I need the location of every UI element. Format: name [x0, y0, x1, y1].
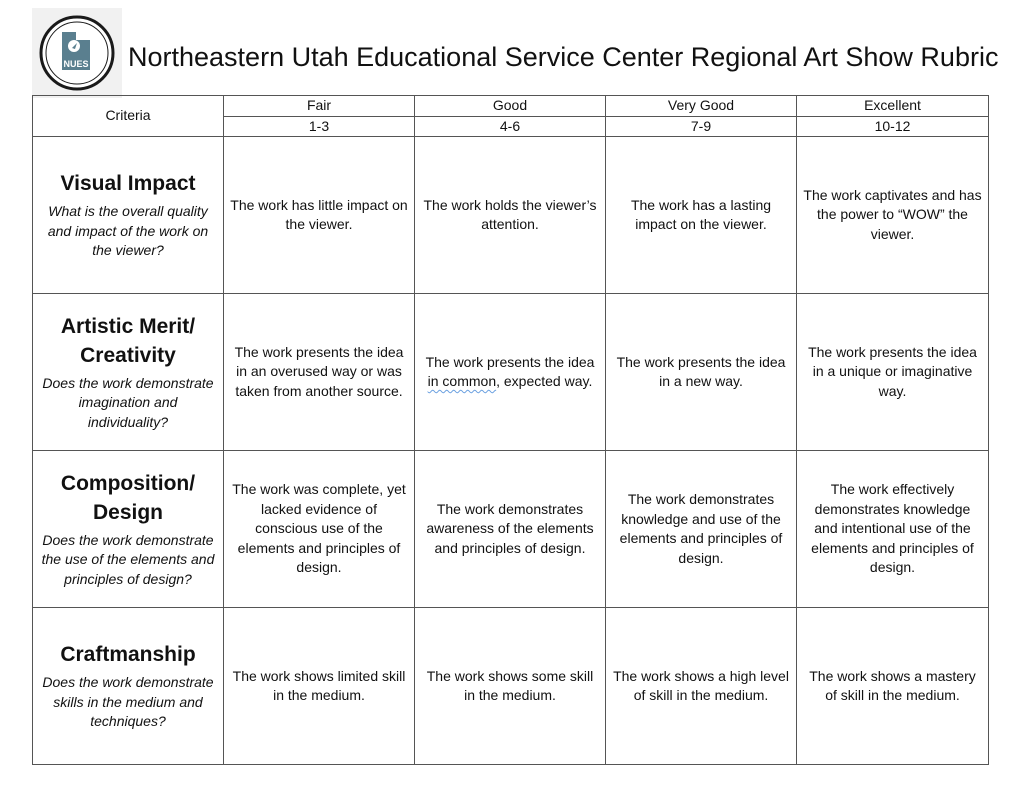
level-label-fair: Fair [224, 96, 415, 117]
criterion-question: What is the overall quality and impact of the work on the viewer? [47, 203, 209, 259]
row-artistic-merit [33, 294, 989, 451]
logo-text: NUES [63, 59, 89, 69]
criterion-question: Does the work demonstrate imagination and individuality? [42, 374, 214, 430]
level-range-very-good: 7-9 [606, 116, 797, 137]
criterion-title: Visual Impact [60, 172, 196, 196]
criterion-cell [33, 137, 224, 294]
cell-good-tail: , expected way. [496, 373, 593, 389]
criterion-title: Composition/ Design [60, 471, 196, 524]
header-row-labels [33, 96, 989, 117]
criterion-cell [33, 608, 224, 765]
cell-good: The work holds the viewer’s attention. [415, 137, 606, 294]
cell-good: The work demonstrates awareness of the elements and principles of design. [415, 451, 606, 608]
spellcheck-underline: in common [427, 373, 497, 389]
row-craftmanship [33, 608, 989, 765]
cell-good-text: The work presents the idea [425, 353, 595, 370]
level-label-excellent: Excellent [797, 96, 989, 117]
cell-excellent: The work shows a mastery of skill in the medium. [797, 608, 989, 765]
cell-fair: The work has little impact on the viewer. [224, 137, 415, 294]
criterion-cell [33, 451, 224, 608]
criterion-title: Craftmanship [60, 643, 196, 667]
criteria-header: Criteria [33, 96, 224, 137]
cell-excellent: The work presents the idea in a unique or imaginative way. [797, 294, 989, 451]
cell-very-good: The work demonstrates knowledge and use of the elements and principles of design. [606, 451, 797, 608]
cell-very-good: The work has a lasting impact on the viewer. [606, 137, 797, 294]
level-range-fair: 1-3 [224, 116, 415, 137]
cell-very-good: The work presents the idea in a new way. [606, 294, 797, 451]
row-composition-design [33, 451, 989, 608]
nues-logo-graphic [32, 8, 122, 98]
cell-fair: The work shows limited skill in the medium. [224, 608, 415, 765]
level-range-good: 4-6 [415, 116, 606, 137]
nues-logo [32, 8, 122, 98]
criterion-title: Artistic Merit/ Creativity [60, 314, 196, 367]
cell-excellent: The work captivates and has the power to “WOW” the viewer. [797, 137, 989, 294]
level-range-excellent: 10-12 [797, 116, 989, 137]
row-visual-impact [33, 137, 989, 294]
level-label-very-good: Very Good [606, 96, 797, 117]
rubric-table [32, 95, 989, 765]
cell-fair: The work presents the idea in an overused way or was taken from another source. [224, 294, 415, 451]
cell-fair: The work was complete, yet lacked evidence of conscious use of the elements and principles of design. [224, 451, 415, 608]
cell-good: The work shows some skill in the medium. [415, 608, 606, 765]
criterion-question: Does the work demonstrate the use of the elements and principles of design? [41, 531, 215, 587]
level-label-good: Good [415, 96, 606, 117]
cell-very-good: The work shows a high level of skill in the medium. [606, 608, 797, 765]
criterion-question: Does the work demonstrate skills in the medium and techniques? [42, 674, 214, 730]
criterion-cell [33, 294, 224, 451]
cell-excellent: The work effectively demonstrates knowledge and intentional use of the elements and principles of design. [797, 451, 989, 608]
page-title: Northeastern Utah Educational Service Center Regional Art Show Rubric [128, 42, 999, 72]
cell-good [415, 294, 606, 451]
